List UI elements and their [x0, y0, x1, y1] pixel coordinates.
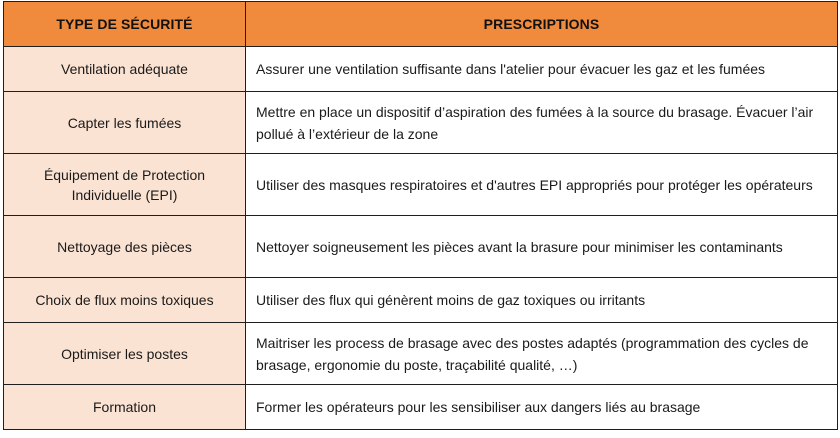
row-prescription-nettoyage: Nettoyer soigneusement les pièces avant la brasure pour minimiser les contaminants — [246, 216, 838, 278]
row-prescription-epi: Utiliser des masques respiratoires et d'autres EPI appropriés pour protéger les opérateurs — [246, 154, 838, 216]
table-row — [4, 385, 838, 430]
table-row — [4, 278, 838, 323]
row-type-capter-fumees: Capter les fumées — [4, 92, 246, 154]
header-type-de-securite: TYPE DE SÉCURITÉ — [4, 2, 246, 47]
row-type-ventilation: Ventilation adéquate — [4, 47, 246, 92]
safety-table-container — [3, 1, 837, 430]
table-header-row — [4, 2, 838, 47]
row-type-choix-flux: Choix de flux moins toxiques — [4, 278, 246, 323]
table-row — [4, 92, 838, 154]
header-prescriptions: PRESCRIPTIONS — [246, 2, 838, 47]
safety-prescriptions-table — [3, 1, 838, 430]
table-row — [4, 323, 838, 385]
row-type-nettoyage: Nettoyage des pièces — [4, 216, 246, 278]
table-row — [4, 216, 838, 278]
row-prescription-ventilation: Assurer une ventilation suffisante dans l'atelier pour évacuer les gaz et les fumées — [246, 47, 838, 92]
row-type-optimiser-postes: Optimiser les postes — [4, 323, 246, 385]
row-prescription-capter-fumees: Mettre en place un dispositif d’aspiration des fumées à la source du brasage. Évacuer l’air pollué à l’extérieur de la zone — [246, 92, 838, 154]
row-prescription-choix-flux: Utiliser des flux qui génèrent moins de gaz toxiques ou irritants — [246, 278, 838, 323]
row-type-formation: Formation — [4, 385, 246, 430]
table-row — [4, 154, 838, 216]
table-row — [4, 47, 838, 92]
row-type-epi: Équipement de Protection Individuelle (EPI) — [4, 154, 246, 216]
row-prescription-formation: Former les opérateurs pour les sensibiliser aux dangers liés au brasage — [246, 385, 838, 430]
row-prescription-optimiser-postes: Maitriser les process de brasage avec des postes adaptés (programmation des cycles de brasage, ergonomie du poste, traçabilité qualité, …) — [246, 323, 838, 385]
